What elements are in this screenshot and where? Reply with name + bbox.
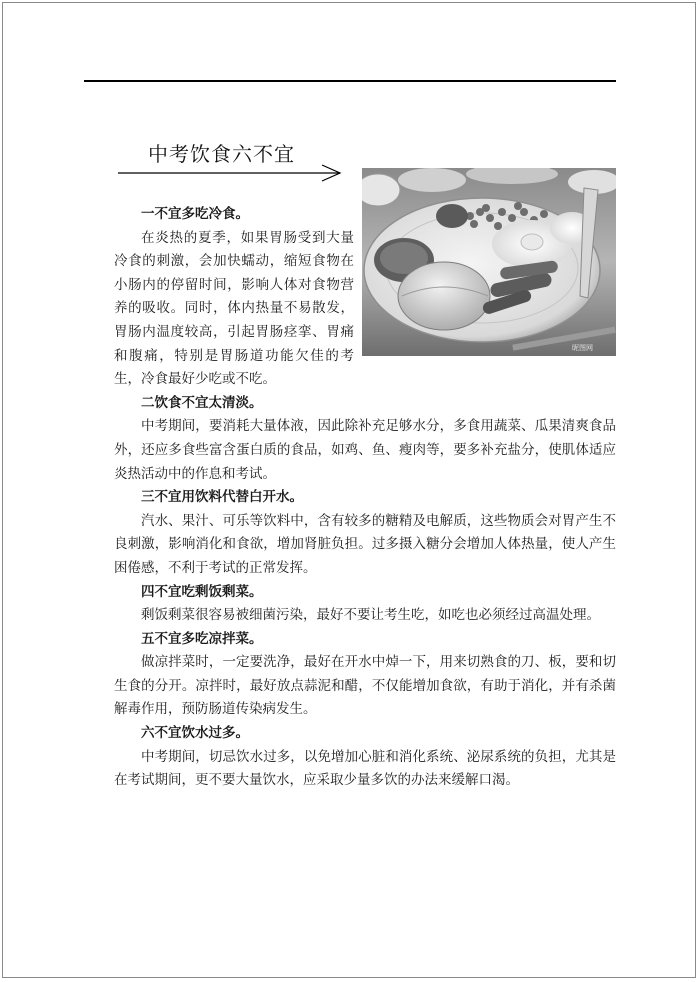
section-4-heading: 四不宜吃剩饭剩菜。 [141,583,263,600]
section-6-body: 中考期间，切忌饮水过多，以免增加心脏和消化系统、泌尿系统的负担，尤其是在考试期间，更不要大量饮水，应采取少量多饮的办法来缓解口渴。 [114,748,616,789]
page-title: 中考饮食六不宜 [148,142,295,166]
section-1-body: 在炎热的夏季，如果胃肠受到大量冷食的刺激，会加快蠕动，缩短食物在小肠内的停留时间，影响人体对食物营养的吸收。同时，体内热量不易散发，胃肠内温度较高，引起胃肠痉挛、胃痛和腹痛，特别是胃肠道功能欠佳的考生，冷食最好少吃或不吃。 [114,229,354,388]
section-6-heading: 六不宜饮水过多。 [141,725,249,742]
title-block [118,138,348,188]
section-3-heading: 三不宜用饮料代替白开水。 [141,489,303,506]
section-3-body: 汽水、果汁、可乐等饮料中，含有较多的糖精及电解质，这些物质会对胃产生不良刺激，影响消化和食欲，增加肾脏负担。过多摄入糖分会增加人体热量，使人产生困倦感，不利于考试的正常发挥。 [114,512,616,576]
section-1-heading: 一不宜多吃冷食。 [141,206,249,222]
section-2-heading: 二饮食不宜太清淡。 [141,394,263,411]
section-5-body: 做凉拌菜时，一定要洗净，最好在开水中焯一下，用来切熟食的刀、板，要和切生食的分开。凉拌时，最好放点蒜泥和醋，不仅能增加食欲，有助于消化，并有杀菌解毒作用，预防肠道传染病发生。 [114,654,616,718]
section-5-heading: 五不宜多吃凉拌菜。 [141,630,263,647]
title-arrow-icon [118,162,348,184]
top-rule [84,80,616,82]
section-2-body: 中考期间，要消耗大量体液，因此除补充足够水分，多食用蔬菜、瓜果清爽食品外，还应多食些富含蛋白质的食品，如鸡、鱼、瘦肉等，要多补充盐分，使肌体适应炎热活动中的作息和考试。 [114,418,616,482]
photo-watermark: 昵图网 [572,344,593,352]
section-4-body: 剩饭剩菜很容易被细菌污染，最好不要让考生吃，如吃也必须经过高温处理。 [141,607,600,624]
article [114,203,616,793]
